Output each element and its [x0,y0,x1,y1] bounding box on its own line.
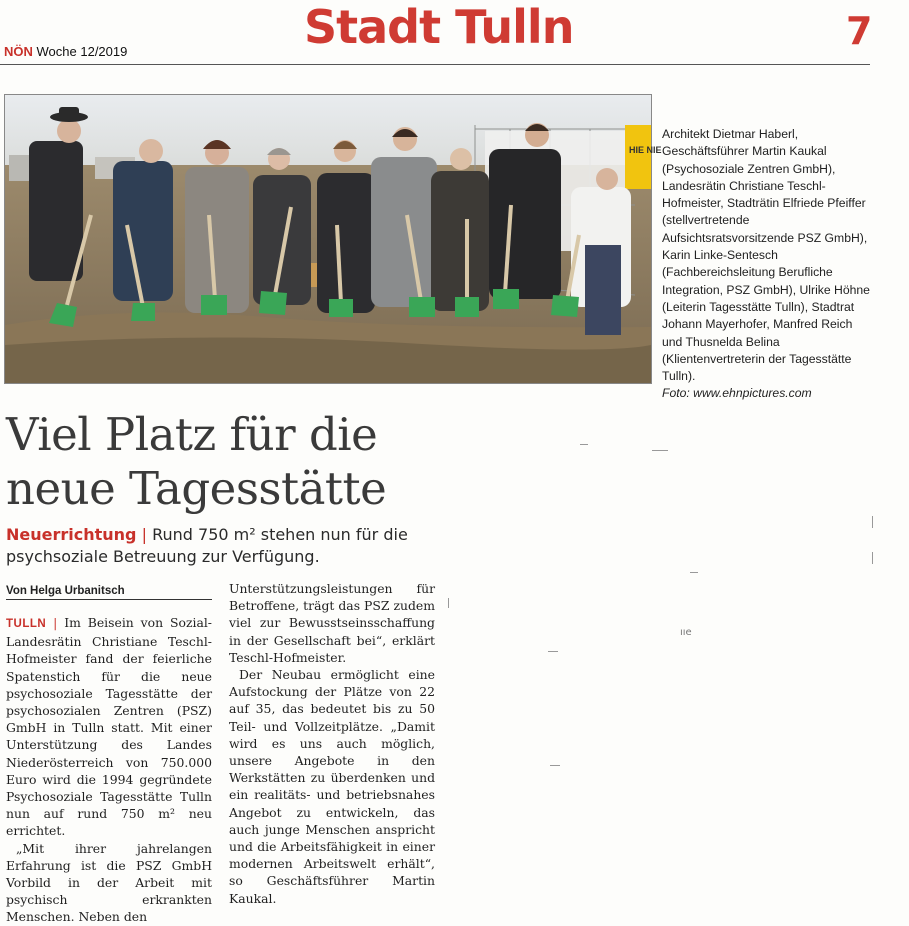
kicker-separator: | [141,525,147,544]
sign-text: HIE NIE [629,145,662,155]
paragraph: „Mit ihrer jahrelangen Erfahrung ist die PSZ GmbH Vorbild in der Arbeit mit psychisch erkrankten Menschen. Neben den [6,840,212,925]
article-subhead [6,524,446,568]
article-column-2 [229,580,435,907]
group-photo-illustration [5,95,662,383]
byline-rule [6,599,212,600]
brand-logo: NÖN [4,44,33,59]
caption-text: Architekt Dietmar Haberl, Geschäftsführer Martin Kaukal (Psychosoziale Zentren GmbH), Landesrätin Christiane Teschl-Hofmeister, Stadträtin Elfriede Pfeiffer (stellvertretende Aufsichtsratsvorsitzende PSZ GmbH), Karin Linke-Sentesch (Fachbereichsleitung Berufliche Integration, PSZ GmbH), Ulrike Höhne (Leiterin Tagesstätte Tulln), Stadtrat Johann Mayerhofer, Manfred Reich und Thusnelda Belina (Klientenvertreterin der Tagesstätte Tulln). [662,127,870,384]
section-title: Stadt Tulln [304,0,574,54]
dateline: TULLN [6,618,47,630]
article-column-1 [6,614,212,926]
page-number: 7 [846,9,873,53]
group-photo [4,94,662,384]
scan-speck [580,444,588,445]
photo-credit: Foto: www.ehnpictures.com [662,386,812,401]
paragraph-text: Im Beisein von Sozial-Landesrätin Christiane Teschl-Hofmeister fand der feierliche Spatenstich für die neue psychosoziale Tagesstätte der psychosozialen Zentren (PSZ) GmbH in Tulln statt. Mit einer Unterstützung des Landes Niederösterreich von 750.000 Euro wird die 1994 gegründete Psychosoziale Tagesstätte Tulln nun auf rund 750 m² neu errichtet. [6,615,212,839]
issue-label [4,44,127,59]
article-headline: Viel Platz für die neue Tagesstätte [6,408,387,515]
scan-speck [548,651,558,652]
scan-speck [872,552,873,564]
yellow-sign [625,125,651,189]
subhead-text: Rund 750 m² stehen nun für die psychsoziale Betreuung zur Verfügung. [6,525,408,566]
article-kicker: Neuerrichtung [6,525,137,544]
paragraph: Der Neubau ermöglicht eine Aufstockung der Plätze von 22 auf 35, das bedeutet bis zu 50 Teil- und Vollzeitplätze. „Damit wird es uns auch möglich, unsere Angebote in den Werkstätten zu überdenken und ein realitäts- und betriebsnahes Angebot zu entwickeln, das auch junge Menschen anspricht und die Arbeitsfähigkeit in einer modernen Arbeitswelt erhält“, so Geschäftsführer Martin Kaukal. [229,667,435,906]
scan-speck [690,572,698,573]
paragraph: Unterstützungsleistungen für Betroffene, trägt das PSZ zudem viel zur Bewusstseinsschaffung in der Gesellschaft bei“, erklärt Teschl-Hofmeister. [229,581,435,665]
header-rule [0,64,870,65]
scan-speck [652,450,668,451]
stray-text: ııe [680,627,692,638]
byline: Von Helga Urbanitsch [6,585,125,597]
scan-speck [872,516,873,528]
issue-text: Woche 12/2019 [36,44,128,59]
photo-caption [662,126,872,403]
paragraph [6,614,212,840]
dateline-separator: | [53,615,58,630]
scan-speck [448,598,449,608]
scan-speck [550,765,560,766]
